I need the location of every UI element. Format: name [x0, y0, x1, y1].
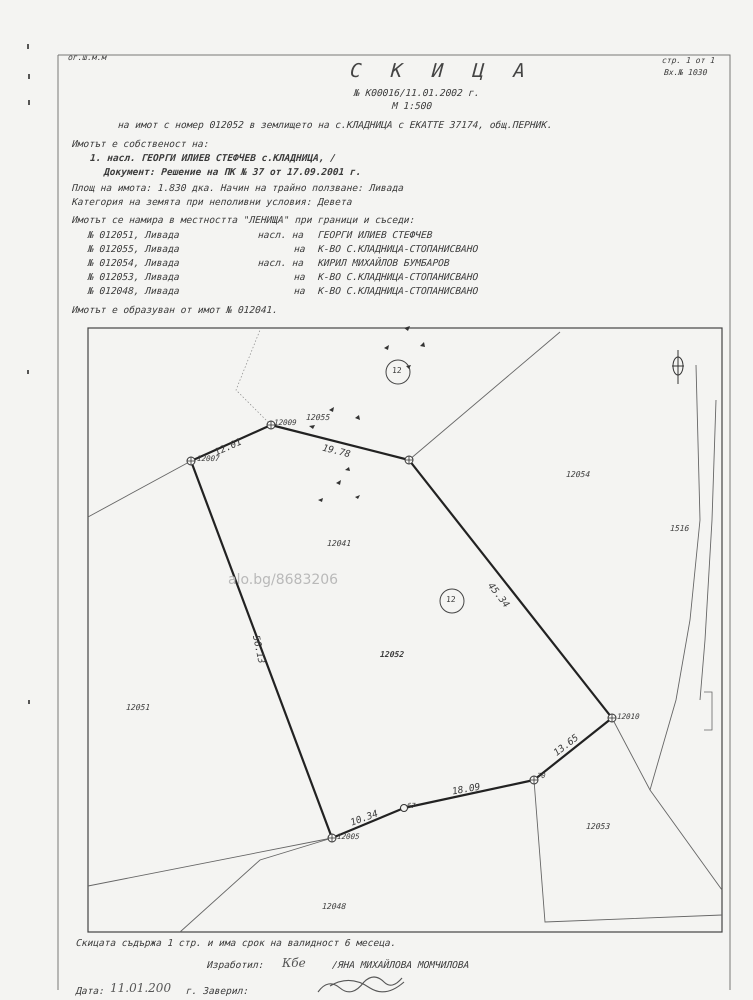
map-frame — [88, 328, 722, 932]
point-label: 70 — [536, 772, 546, 780]
prepared-label: Изработил: — [206, 960, 265, 971]
neighbor-no: № 012055, Ливада — [87, 244, 180, 255]
neighbor-prefix: насл. на — [257, 258, 305, 269]
parcel-label-1516: 1516 — [669, 524, 690, 533]
certified-label: г. Заверил: — [185, 986, 250, 997]
watermark: alo.bg/8683206 — [228, 572, 339, 588]
parcel-label-12041: 12041 — [326, 539, 352, 548]
distance-label: 12.01 — [212, 436, 244, 459]
zone-label-center: 12 — [445, 595, 456, 604]
incoming-number: Вх.№ 1030 — [663, 68, 708, 77]
scan-marks — [27, 44, 30, 704]
document-number: № К00016/11.01.2002 г. — [353, 88, 481, 99]
signature-scribble — [318, 977, 404, 992]
zone-label-top: 12 — [391, 366, 402, 375]
neighbor-no: № 012051, Ливада — [87, 230, 180, 241]
owner-heading: Имотът е собственост на: — [71, 139, 210, 150]
vertex-markers — [187, 421, 616, 842]
distance-label: 19.78 — [321, 442, 352, 461]
point-label: 12007 — [196, 454, 220, 463]
distance-label: 13.65 — [551, 732, 581, 759]
neighbor-prefix: на — [293, 272, 306, 283]
date-label: Дата: — [75, 986, 105, 997]
corner-label: ог.ш.м.м — [67, 53, 107, 62]
area-usage: Площ на имота: 1.830 дка. Начин на трайно ползване: Ливада — [71, 183, 405, 194]
parcel-label-12054: 12054 — [565, 470, 591, 479]
validity-note: Скицата съдържа 1 стр. и има срок на валидност 6 месеца. — [75, 938, 397, 949]
neighbor-prefix: на — [293, 244, 306, 255]
point-label: 12010 — [616, 712, 640, 721]
neighbor-owner: К-ВО С.КЛАДНИЦА-СТОПАНИСВАНО — [317, 272, 479, 283]
distance-label: 56.13 — [249, 634, 267, 665]
neighbor-no: № 012048, Ливада — [87, 286, 180, 297]
neighbor-no: № 012054, Ливада — [87, 258, 180, 269]
distance-label: 18.09 — [451, 781, 482, 798]
neighbor-owner: КИРИЛ МИХАЙЛОВ БУМБАРОВ — [317, 258, 450, 269]
page-frame — [58, 55, 730, 990]
dotted-boundary — [236, 330, 271, 425]
parcel-label-12051: 12051 — [125, 703, 151, 712]
prepared-name: /ЯНА МИХАЙЛОВА МОМЧИЛОВА — [331, 960, 470, 971]
property-line: на имот с номер 012052 в землището на с.КЛАДНИЦА с ЕКАТТЕ 37174, общ.ПЕРНИК. — [117, 120, 554, 131]
side-marker — [704, 692, 712, 730]
page-info: стр. 1 от 1 — [661, 56, 716, 65]
distance-label: 10.34 — [348, 808, 380, 829]
location-line: Имотът се намира в местността "ЛЕНИЩА" при граници и съседи: — [71, 215, 416, 226]
north-arrow-icon — [672, 350, 684, 384]
neighbor-owner: К-ВО С.КЛАДНИЦА-СТОПАНИСВАНО — [317, 244, 479, 255]
parcel-label-12055: 12055 — [305, 413, 331, 422]
point-label: 12005 — [336, 832, 360, 841]
date-value: 11.01.200 — [110, 981, 172, 995]
neighbor-owner: К-ВО С.КЛАДНИЦА-СТОПАНИСВАНО — [317, 286, 479, 297]
scale: М 1:500 — [391, 101, 433, 112]
parcel-label-12053: 12053 — [585, 822, 611, 831]
distance-label: 45.34 — [485, 580, 512, 611]
point-label: 67 — [406, 802, 416, 810]
neighbor-prefix: насл. на — [257, 230, 305, 241]
parcel-label-12052: 12052 — [379, 650, 405, 659]
formed-from: Имотът е образуван от имот № 012041. — [71, 305, 279, 316]
point-label: 12009 — [273, 418, 297, 427]
land-category: Категория на земята при неполивни условия: Девета — [71, 197, 353, 208]
neighbour-boundaries — [88, 332, 722, 932]
parcel-12052-boundary — [191, 425, 612, 838]
neighbor-prefix: на — [293, 286, 306, 297]
page-title: С К И Ц А — [349, 60, 535, 82]
vertex-crosses — [187, 421, 616, 842]
prepared-signature: Кбе — [282, 956, 306, 970]
neighbor-owner: ГЕОРГИ ИЛИЕВ СТЕФЧЕВ — [317, 230, 433, 241]
owner-name: 1. насл. ГЕОРГИ ИЛИЕВ СТЕФЧЕВ с.КЛАДНИЦА, / — [89, 153, 337, 164]
ownership-document: Документ: Решение на ПК № 37 от 17.09.2001 г. — [103, 167, 362, 178]
neighbor-no: № 012053, Ливада — [87, 272, 180, 283]
parcel-label-12048: 12048 — [321, 902, 347, 911]
